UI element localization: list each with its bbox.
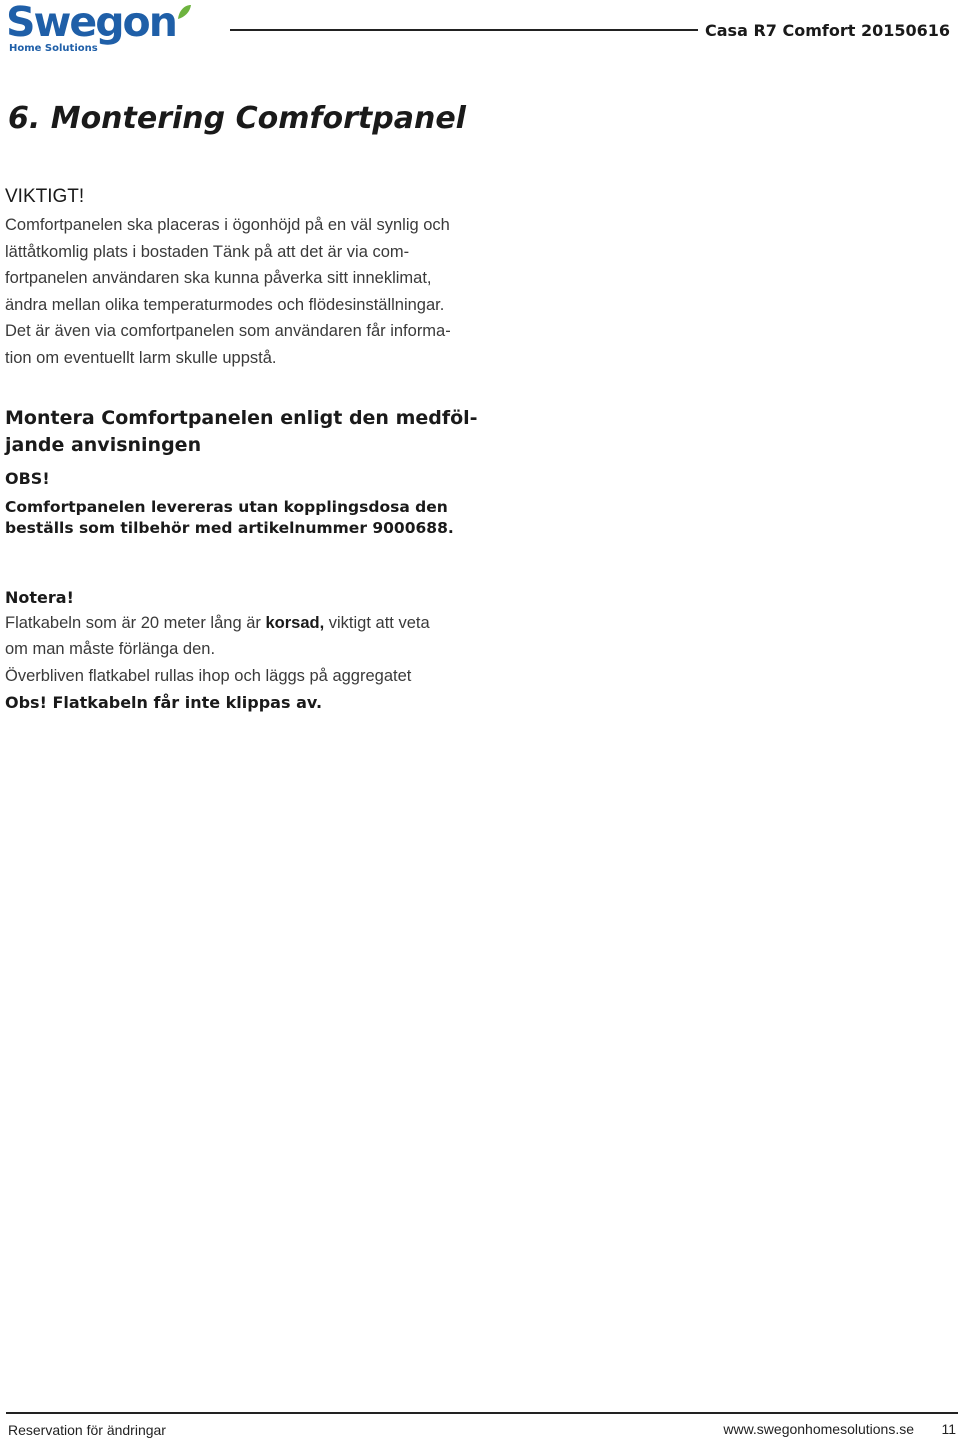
- note-line: Överbliven flatkabel rullas ihop och läggs på aggregatet: [5, 666, 412, 685]
- note-text: Flatkabeln som är 20 meter lång är: [5, 613, 266, 632]
- note-line: [5, 610, 475, 637]
- important-line: lättåtkomlig plats i bostaden Tänk på att det är via com-: [5, 242, 410, 261]
- important-line: ändra mellan olika temperaturmodes och flödesinställningar.: [5, 295, 445, 314]
- section-heading: 6. Montering Comfortpanel: [8, 101, 466, 136]
- leaf-icon: [176, 4, 192, 20]
- obs-label: OBS!: [5, 468, 50, 488]
- footer-disclaimer: Reservation för ändringar: [8, 1422, 166, 1438]
- footer-website-link[interactable]: www.swegonhomesolutions.se: [723, 1421, 914, 1437]
- final-warning: Obs! Flatkabeln får inte klippas av.: [5, 693, 323, 713]
- header-rule: [230, 29, 698, 31]
- important-line: fortpanelen användaren ska kunna påverka sitt inneklimat,: [5, 269, 432, 288]
- note-emphasis: korsad,: [265, 613, 325, 632]
- important-line: Det är även via comfortpanelen som användaren får informa-: [5, 322, 451, 341]
- important-paragraph: [5, 212, 475, 372]
- mounting-heading: [5, 405, 478, 459]
- document-title: Casa R7 Comfort 20150616: [705, 21, 950, 40]
- obs-line: Comfortpanelen levereras utan kopplingsdosa den: [5, 497, 448, 516]
- note-paragraph: [5, 610, 475, 690]
- note-line: om man måste förlänga den.: [5, 640, 216, 659]
- mounting-heading-line: jande anvisningen: [5, 433, 202, 456]
- page-number: 11: [941, 1421, 956, 1437]
- obs-paragraph: [5, 497, 475, 539]
- note-label: Notera!: [5, 587, 74, 607]
- mounting-heading-line: Montera Comfortpanelen enligt den medföl-: [5, 406, 478, 429]
- obs-line: beställs som tilbehör med artikelnummer 9000688.: [5, 518, 454, 537]
- swegon-logo: [6, 0, 190, 54]
- logo-subtitle: Home Solutions: [9, 43, 98, 54]
- logo-wordmark: Swegon: [6, 0, 176, 46]
- main-content: [5, 184, 478, 715]
- important-line: tion om eventuellt larm skulle uppstå.: [5, 348, 277, 367]
- important-label: VIKTIGT!: [5, 186, 85, 207]
- important-line: Comfortpanelen ska placeras i ögonhöjd på en väl synlig och: [5, 216, 450, 234]
- footer-rule: [6, 1412, 958, 1414]
- note-text: viktigt att veta: [324, 613, 430, 632]
